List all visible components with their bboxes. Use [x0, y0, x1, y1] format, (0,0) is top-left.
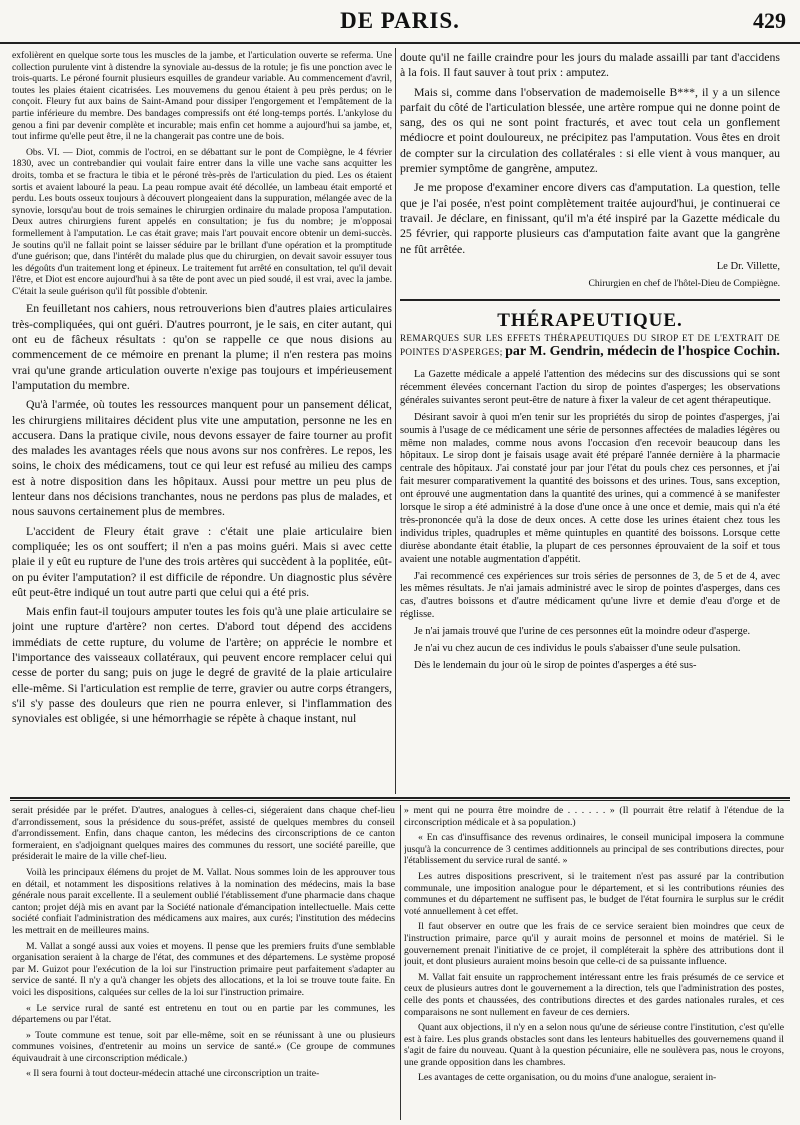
- right-column-paragraph: doute qu'il ne faille craindre pour les jours du malade assailli par tant d'accidens à la fois. Il faut sauver à tout prix : amputez.: [400, 50, 780, 80]
- left-column-paragraph: Mais enfin faut-il toujours amputer toutes les fois qu'à une plaie articulaire se joint une rupture d'artère? non certes. D'abord tout dépend des accidens immédiats de cette rupture, du volume de l'artère; on apprécie le nombre et l'importance des vaisseaux collatéraux, qui peuvent encore remplacer celui qui cesse de porter du sang; puis on juge le degré de gravité de la plaie articulaire elle-même. Si l'articulation est remplie de terre, gravier ou autre corps étrangers, s'il s'y passe des douleurs que rien ne pourra enlever, si l'inflammation des synoviales est obligée, si une hémorrhagie se répète à chaque instant, nul: [12, 604, 392, 726]
- feuilleton-column-divider: [400, 805, 401, 1120]
- feuilleton-left-paragraph: » Toute commune est tenue, soit par elle-même, soit en se réunissant à une ou plusieurs communes voisines, d'entretenir au moins un service de santé.» (Ce groupe de communes équivaudrait à une circonscription médicale.): [12, 1029, 395, 1064]
- therapeutique-paragraph: Dès le lendemain du jour où le sirop de pointes d'asperges a été sus-: [414, 660, 697, 672]
- therapeutique-paragraph: Je n'ai vu chez aucun de ces individus le pouls s'abaisser d'une seule pulsation.: [414, 643, 741, 655]
- left-column-paragraph: En feuilletant nos cahiers, nous retrouverions bien d'autres plaies articulaires très-compliquées, qui ont guéri. D'autres pourront, je le sais, en citer autant, qui ont eu de fâcheux résultats : qu'on se rappelle ce que nous disions au commencement de ce mémoire en prenant la plume; il n'en restera pas moins vrai qu'une grande articulation ouverte n'exige pas toujours et impérieusement l'amputation du membre.: [12, 301, 392, 392]
- column-divider: [395, 48, 396, 794]
- feuilleton-right-paragraph: Les autres dispositions prescrivent, si le traitement n'est pas assuré par la contribution communale, une imposition analogue pour le département, et si les contributions réunies des communes et du département ne suffisent pas, le budget de l'état fournira le surplus sur le crédit voté annuellement à cet effet.: [404, 870, 784, 917]
- feuilleton-right-paragraph: Les avantages de cette organisation, ou du moins d'une analogue, seraient in-: [418, 1072, 717, 1084]
- feuilleton-right-paragraph: « En cas d'insuffisance des revenus ordinaires, le conseil municipal imposera la commune jusqu'à la concurrence de 3 centimes additionnels au principal de ses contributions directes, pour l'établissement du service rural de santé. »: [404, 832, 784, 867]
- right-column-paragraph: Je me propose d'examiner encore divers cas d'amputation. La question, telle que je l'ai posée, n'est point complètement traitée aujourd'hui, je continuerai ce travail. Je déclare, en finissant, qu'il m'a été inspiré par la Gazette médicale du 25 février, qui rapporte plusieurs cas d'amputation faite avant que la gangrène ne fût arrêtée.: [400, 180, 780, 256]
- therapeutique-paragraph: Désirant savoir à quoi m'en tenir sur les propriétés du sirop de pointes d'asperges, j'ai soumis à l'usage de ce médicament une série de personnes affectées de maladies légères ou même non malades, comme nous avons l'occasion d'en recevoir beaucoup dans les hôpitaux. Le sirop dont je faisais usage avait été préparé l'année dernière à la pharmacie centrale des hôpitaux. J'ai constaté jour par jour l'état du pouls chez ces personnes, et j'ai fait mesurer comparativement la quantité des boissons et des urines. Tous, sans exception, ont éprouvé une augmentation dans la quantité des urines, qui a commencé à se manifester lorsque le sirop a été administré à la dose d'une once à une once et demie, mais qui n'a été très-prononcée qu'à la dose de deux onces. A cette dose les urines étaient chez tous les individus triples, quadruples et même quintuples en quantité des boissons. Lorsque cette diurèse abondante était établie, la plupart de ces personnes éprouvaient de la soif et tous avaient une notable augmentation d'appétit.: [400, 411, 780, 565]
- therapeutique-paragraph: La Gazette médicale a appelé l'attention des médecins sur des discussions qui se sont récemment élevées concernant l'action du sirop de pointes d'asperges; les observations générales suivantes seront peut-être de nature à fixer la valeur de cet agent thérapeutique.: [400, 368, 780, 406]
- feuilleton-right-paragraph: M. Vallat fait ensuite un rapprochement intéressant entre les frais présumés de ce service et ceux de plusieurs autres dont le gouvernement a la direction, tels que l'administration des postes, celle des ponts et chaussées, des contributions directes et des gardes nationales rurales, et ces comparaisons ne sont nullement en faveur de ces derniers.: [404, 971, 784, 1018]
- feuilleton-left-paragraph: « Le service rural de santé est entretenu en tout ou en partie par les communes, les départemens ou par l'état.: [12, 1002, 395, 1026]
- feuilleton-right-column: [404, 805, 784, 1120]
- feuilleton-right-paragraph: Il faut observer en outre que les frais de ce service seraient bien moindres que ceux de l'instruction primaire, parce qu'il y aurait moins de personnel et moins de matériel. Si le gouvernement prenait l'initiative de ce projet, il compléterait la sphère des attributions dont il jouit, et dont plusieurs auraient moins besoin que celle-ci de sa puissante influence.: [404, 921, 784, 968]
- article-heading-caps: REMARQUES SUR LES EFFETS THÉRAPEUTIQUES DU SIROP ET DE L'EXTRAIT DE POINTES D'ASPERGES;: [400, 332, 780, 357]
- therapeutique-paragraph: Je n'ai jamais trouvé que l'urine de ces personnes eût la moindre odeur d'asperge.: [414, 626, 751, 638]
- feuilleton-right-paragraph: » ment qui ne pourra être moindre de . . . . . . » (Il pourrait être relatif à l'étendue de la circonscription médicale et à sa population.): [404, 805, 784, 828]
- left-column-paragraph: exfolièrent en quelque sorte tous les muscles de la jambe, et l'articulation ouverte se referma. Une collection purulente vint à distendre la synoviale au-dessus de la rotule; je fis une ponction avec le trois-quarts. Le péroné fournit plusieurs esquilles de grandeur variable. Au commencement d'avril, toutes les plaies étaient cicatrisées. Les mouvemens du genou étaient à peu près perdus; on le conçoit. Fleury fut aux bains de Saint-Amand pour dissiper l'engorgement et l'empâtement de la partie inférieure du membre. Des bandages compressifs ont été long-temps portés. L'ankylose du genou a fini par devenir complète et incurable; mais enfin cet homme a aujourd'hui sa jambe, et, tout infirme qu'elle peut être, il ne la changerait pas contre une de bois.: [12, 50, 392, 143]
- feuilleton-left-column: [12, 805, 395, 1120]
- signature: Le Dr. Villette,: [716, 260, 780, 272]
- right-column-paragraph: Mais si, comme dans l'observation de mademoiselle B***, il y a un silence parfait du côté de l'articulation blessée, une artère rompue qui ne donne point de sang, des os qui ne sont point fracturés, et avec tout cela un gonflement médiocre et point douloureux, ne précipitez pas l'amputation. Vous êtes en droit de compter sur la circulation des collatérales : si elle vient à vous manquer, au premier symptôme de gangrène, amputez.: [400, 84, 780, 176]
- page-title: DE PARIS.: [340, 8, 460, 33]
- feuilleton-left-paragraph: « Il sera fourni à tout docteur-médecin attaché une circonscription un traite-: [26, 1068, 320, 1080]
- section-title: THÉRAPEUTIQUE.: [497, 309, 683, 331]
- feuilleton-rule: [10, 797, 790, 799]
- article-heading: [400, 332, 780, 359]
- feuilleton-left-paragraph: serait présidée par le préfet. D'autres, analogues à celles-ci, siégeraient dans chaque chef-lieu d'arrondissement, sous la présidence du sous-préfet, assisté de quelques membres du conseil d'arrondissement. Enfin, dans chaque canton, les médecins des circonscriptions de ce canton formeraient, en s'adjoignant quelques maires des communes du ressort, une société pareille, que présiderait le maire de la ville chef-lieu.: [12, 805, 395, 863]
- left-column-paragraph: Obs. VI. — Diot, commis de l'octroi, en se débattant sur le pont de Compiègne, le 4 février 1830, avec un contrebandier qui voulait faire entrer dans la ville une vache sans acquitter les droits, tomba et se fractura le tibia et le péroné très-près de l'articulation du pied. Les os étaient sortis et avaient labouré la peau. La peau rompue avait été décollée, un lambeau était emporté et perdu. Les bouts osseux toujours à découvert plongeaient dans la suppuration, mélangée avec de la synovie, lorsqu'au bout de trois semaines le chirurgien ordinaire du malade proposa l'amputation. Deux autres chirurgiens furent appelés en consultation; je fus du nombre; je m'opposai formellement à l'amputation. Le cas était grave; mais l'art pouvait encore obtenir un demi-succès. Je soutins qu'il ne fallait point se laisser séduire par le brillant d'une opération et la promptitude d'une guérison; que, dans l'intérêt du malade plus que du chirurgien, on devait savoir essuyer tous les dégoûts d'un traitement long et épineux. Le traitement fut arrêté en consultation, tel qu'il devait l'être, et Diot est encore aujourd'hui à sa tête de pont avec un pied soudé, il est vrai, avec la jambe. C'était la seule guérison qu'il fût possible d'obtenir.: [12, 146, 392, 297]
- feuilleton-left-paragraph: Voilà les principaux élémens du projet de M. Vallat. Nous sommes loin de les approuver tous en détail, et notamment les dispositions relatives à la nomination des médecins, mais la base générale nous parait excellente. Il a seulement oublié l'établissement d'une pharmacie dans chaque canton; projet déjà mis en avant par la Société nationale d'émancipation intellectuelle. Mais cette société confiait l'administration des médicamens aux maires, aux curés; l'institution des médecins les mettrait en de meilleures mains.: [12, 866, 395, 936]
- left-column-paragraph: L'accident de Fleury était grave : c'était une plaie articulaire bien compliquée; les os ont souffert; il n'en a pas moins guéri. Mais si avec cette plaie il y eût eu rupture de l'une des trois artères qui succèdent à la poplitée, eût-on pu éviter l'amputation? il est difficile de répondre. Un diagnostic plus sévère eût peut-être indiqué un tout autre parti que celui qui a été pris.: [12, 523, 392, 599]
- feuilleton-rule-thin: [10, 800, 790, 801]
- feuilleton-right-paragraph: Quant aux objections, il n'y en a selon nous qu'une de sérieuse contre l'institution, c'est qu'elle est à faire. Les plus grands obstacles sont dans les lenteurs habituelles des gouvernemens quand il s'agit de faire du nouveau. Quant à la question pécuniaire, elle ne soulèvera pas, nous le croyons, une grande opposition dans les chambres.: [404, 1022, 784, 1068]
- left-column: [12, 50, 392, 792]
- right-column: [400, 50, 780, 792]
- article-author: par M. Gendrin, médecin de l'hospice Cochin.: [505, 343, 780, 359]
- therapeutique-paragraph: J'ai recommencé ces expériences sur trois séries de personnes de 3, de 5 et de 4, avec les mêmes résultats. Je n'ai jamais administré avec le sirop de pointes d'asperges, dans ces cas, d'autres boissons et d'autre médicament qu'une livre et demie d'eau d'orge et de réglisse.: [400, 570, 780, 621]
- page-header: [0, 6, 800, 44]
- page-number: 429: [753, 8, 786, 33]
- section-divider: [400, 299, 780, 301]
- left-column-paragraph: Qu'à l'armée, où toutes les ressources manquent pour un pansement délicat, les chirurgiens militaires décident plus vite une amputation, personne ne les en accusera. Dans la pratique civile, nous devons essayer de faire tourner au profit des malades les avantages réels que nous avons sur nos confrères. Le repos, les soins, le choix des médicamens, tout ce qui leur est refusé au milieu des camps est à notre disposition dans les hôpitaux. Aussi pour mettre un peu plus de lenteur dans nos décisions tranchantes, nous ne perdons pas plus de malades, et nous sauvons certainement plus de membres.: [12, 397, 392, 519]
- signature-affiliation: Chirurgien en chef de l'hôtel-Dieu de Compiègne.: [588, 277, 780, 289]
- feuilleton-left-paragraph: M. Vallat a songé aussi aux voies et moyens. Il pense que les premiers fruits d'une semblable organisation seraient à la charge de l'état, des communes et des départemens. Le système proposé par M. Guizot pour l'exécution de la loi sur l'instruction primaire peut parfaitement s'adapter au service de santé. Il n'y a qu'à changer les objets des allocations, et la loi se trouve toute faite. En voici les dispositions, calquées sur celles de la loi sur l'instruction primaire.: [12, 940, 395, 998]
